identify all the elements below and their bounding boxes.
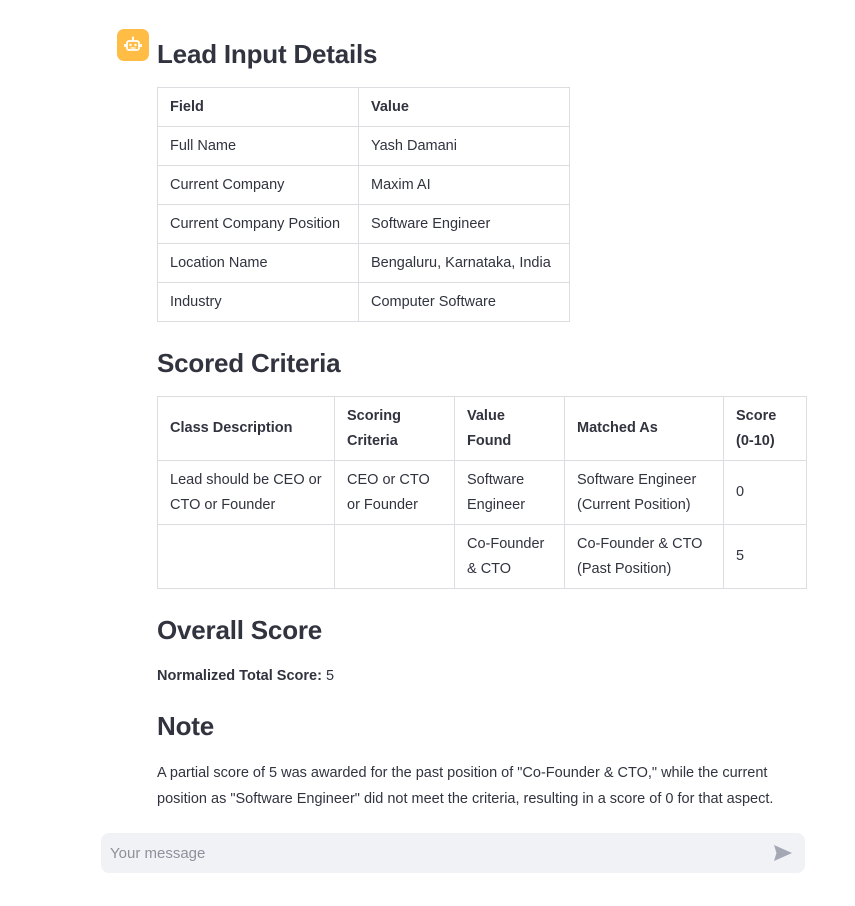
overall-section-title: Overall Score [157, 615, 323, 645]
scored-criteria-table [157, 396, 807, 589]
column-header-value: Value [359, 88, 570, 127]
column-header-class-description: Class Description [158, 397, 335, 461]
normalized-score-label: Normalized Total Score: [157, 668, 322, 684]
chat-input-bar [101, 833, 805, 873]
value-cell: Computer Software [359, 283, 570, 322]
table-header-row [158, 88, 570, 127]
field-cell: Full Name [158, 127, 359, 166]
score-cell: 5 [724, 525, 807, 589]
normalized-score-value: 5 [325, 668, 335, 684]
field-cell: Current Company [158, 166, 359, 205]
send-icon [773, 844, 793, 862]
value-cell: Maxim AI [359, 166, 570, 205]
class-description-cell: Lead should be CEO or CTO or Founder [158, 461, 335, 525]
field-cell: Location Name [158, 244, 359, 283]
note-text: A partial score of 5 was awarded for the past position of "Co-Founder & CTO," while the current position as "Software Engineer" did not meet the criteria, resulting in a score of 0 for that aspect. [157, 765, 774, 807]
table-row [158, 461, 807, 525]
value-cell: Software Engineer [359, 205, 570, 244]
scored-section-title: Scored Criteria [157, 348, 341, 378]
table-header-row [158, 397, 807, 461]
class-description-cell [158, 525, 335, 589]
normalized-score-line [157, 666, 807, 686]
field-cell: Industry [158, 283, 359, 322]
column-header-scoring-criteria: Scoring Criteria [335, 397, 455, 461]
column-header-field: Field [158, 88, 359, 127]
table-row [158, 127, 570, 166]
value-found-cell: Software Engineer [455, 461, 565, 525]
field-cell: Current Company Position [158, 205, 359, 244]
scoring-criteria-cell: CEO or CTO or Founder [335, 461, 455, 525]
matched-as-cell: Software Engineer (Current Position) [565, 461, 724, 525]
lead-section-title: Lead Input Details [157, 39, 378, 69]
score-cell: 0 [724, 461, 807, 525]
table-row [158, 205, 570, 244]
value-cell: Yash Damani [359, 127, 570, 166]
send-button[interactable] [773, 842, 795, 864]
robot-icon [123, 35, 143, 55]
table-row [158, 283, 570, 322]
chat-message-input[interactable] [101, 832, 773, 874]
table-row [158, 166, 570, 205]
matched-as-cell: Co-Founder & CTO (Past Position) [565, 525, 724, 589]
scoring-criteria-cell [335, 525, 455, 589]
assistant-message [157, 30, 807, 812]
assistant-avatar [117, 29, 149, 61]
table-row [158, 525, 807, 589]
lead-input-table [157, 87, 570, 322]
note-section-title: Note [157, 711, 214, 741]
value-found-cell: Co-Founder & CTO [455, 525, 565, 589]
column-header-matched-as: Matched As [565, 397, 724, 461]
column-header-value-found: Value Found [455, 397, 565, 461]
column-header-score: Score (0-10) [724, 397, 807, 461]
table-row [158, 244, 570, 283]
value-cell: Bengaluru, Karnataka, India [359, 244, 570, 283]
